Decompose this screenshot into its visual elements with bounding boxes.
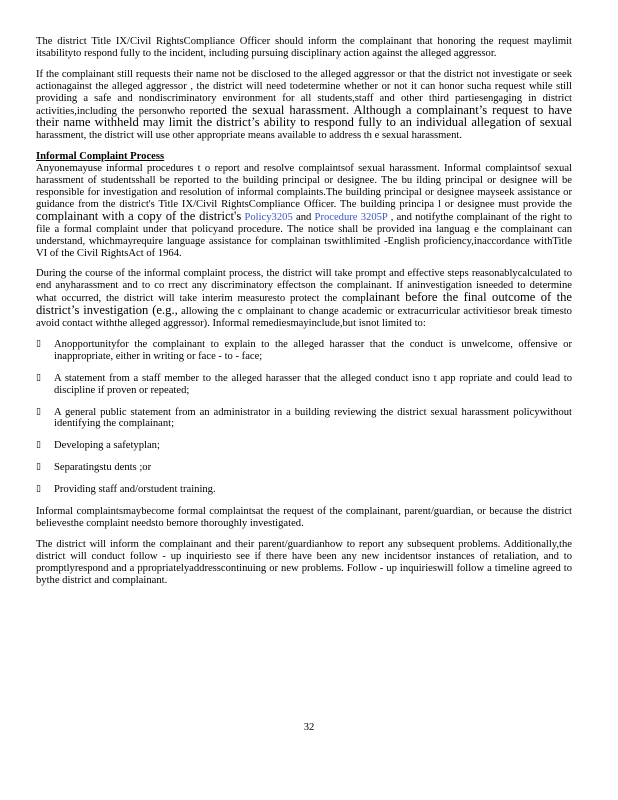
paragraph-text: If the complainant still requests their name not be disclosed to the alleged aggressor or that the district not investigate or seek actionagainst the alleged aggressor , the district will need todetermine whether or not it can honor sucha request while still providing a safe and nondiscriminatory environment for all students,staff and other third partiesengaging in district activities,including the personwho report bbox=[36, 68, 572, 117]
list-item-text: Developing a safetyplan; bbox=[54, 440, 160, 452]
bullet-icon: ▯ bbox=[36, 338, 41, 349]
list-item-text: Providing staff and/orstudent training. bbox=[54, 484, 216, 496]
remedies-list bbox=[36, 339, 572, 496]
list-item-text: A statement from a staff member to the alleged harasser that the alleged conduct isno t app ropriate and could lead to discipline if proven or repeated; bbox=[54, 372, 572, 396]
list-item bbox=[36, 440, 572, 452]
paragraph-text: During the course of the informal complaint process, the district will take prompt and effective steps reasonablycalculated to end anyharassment and to co rrect any discriminatory effectson the complainant. If aninvestigation isneeded to determine what occurred, the district will take interim measuresto protect the comp bbox=[36, 268, 572, 305]
paragraph-during-process bbox=[36, 268, 572, 330]
paragraph-honoring-request bbox=[36, 36, 572, 60]
paragraph-text: , and notifythe complainant of the right to file a formal complaint under that policyand procedure. The notice shall be provided ina languag e the complainant can understand, whichmayrequire language assistance for complainan tswithlimited -English proficiency,inaccordance withTitle VI of the Civil RightsAct of 1964. bbox=[36, 211, 572, 259]
policy-link[interactable]: Policy3205 bbox=[244, 211, 293, 223]
bullet-icon: ▯ bbox=[36, 484, 41, 495]
procedure-link[interactable]: Procedure 3205P bbox=[314, 211, 388, 223]
page-number: 32 bbox=[303, 722, 315, 733]
paragraph-formal-complaints bbox=[36, 506, 572, 530]
bullet-icon: ▯ bbox=[36, 462, 41, 473]
paragraph-text: Anyonemayuse informal procedures t o report and resolve complaintsof sexual harassment. Informal complaintsof sexual harassment of studentsshall be reported to the building principal or designee. The bu ilding principal or designee will be responsible for investigation and resolution of informal complaints.The building principal or designee mayseek assistance or guidance from the district's Title IX/Civil RightsCompliance Officer. The building principa l or designee must provide the bbox=[36, 163, 572, 210]
list-item bbox=[36, 462, 572, 474]
bullet-icon: ▯ bbox=[36, 406, 41, 417]
paragraph-text: allowing the c omplainant to change academic or extracurricular activitiesor break timesto avoid contact withthe alleged aggressor). Informal remediesmayinclude,but isnot limited to: bbox=[36, 306, 572, 330]
section-informal-complaint bbox=[36, 151, 572, 259]
list-item bbox=[36, 484, 572, 496]
paragraph-text-large: ed the sexual harassment. Although a complainant’s request to have their name withheld may limit the district’s ability to respond fully to an individual allegation of sexual bbox=[36, 102, 573, 130]
paragraph-text: The district will inform the complainant and their parent/guardianhow to report any subsequent problems. Additionally,the district will conduct follow - up inquiriesto see if there have been any new incidentsor instances of retaliation, and to promptlyrespond and a ppropriatelyaddresscontinuing or new problems. Follow - up inquirieswill follow a timeline agreed to bythe district and complainant. bbox=[36, 538, 572, 586]
bullet-icon: ▯ bbox=[36, 440, 41, 451]
list-item-text: Anopportunityfor the complainant to explain to the alleged harasser that the conduct is unwelcome, offensive or inappropriate, either in writing or face - to - face; bbox=[54, 338, 572, 362]
list-item bbox=[36, 407, 572, 431]
list-item bbox=[36, 339, 572, 363]
paragraph-text-large: lainant before the final outcome of the district’s investigation (e.g., bbox=[36, 290, 572, 318]
document-body bbox=[36, 36, 572, 596]
paragraph-follow-up bbox=[36, 539, 572, 587]
paragraph-text: harassment, the district will use other appropriate means available to address th e sexual harassment. bbox=[36, 130, 462, 142]
paragraph-name-withheld bbox=[36, 69, 572, 142]
list-item bbox=[36, 373, 572, 397]
paragraph-text-large: complainant with a copy of the district's bbox=[36, 208, 242, 223]
list-item-text: A general public statement from an administrator in a building reviewing the district sexual harassment policywithout identifying the complainant; bbox=[54, 406, 572, 430]
paragraph-text: and bbox=[296, 211, 312, 223]
list-item-text: Separatingstu dents ;or bbox=[54, 462, 152, 474]
bullet-icon: ▯ bbox=[36, 372, 41, 383]
section-heading: Informal Complaint Process bbox=[36, 151, 165, 163]
paragraph-text: The district Title IX/Civil RightsCompliance Officer should inform the complainant that honoring the request maylimit itsabilityto respond fully to the incident, including pursuing disciplinary action against the alleged aggressor. bbox=[36, 36, 572, 59]
paragraph-text: Informal complaintsmaybecome formal complaintsat the request of the complainant, parent/guardian, or because the district believesthe complaint needsto bemore thoroughly investigated. bbox=[36, 506, 572, 529]
